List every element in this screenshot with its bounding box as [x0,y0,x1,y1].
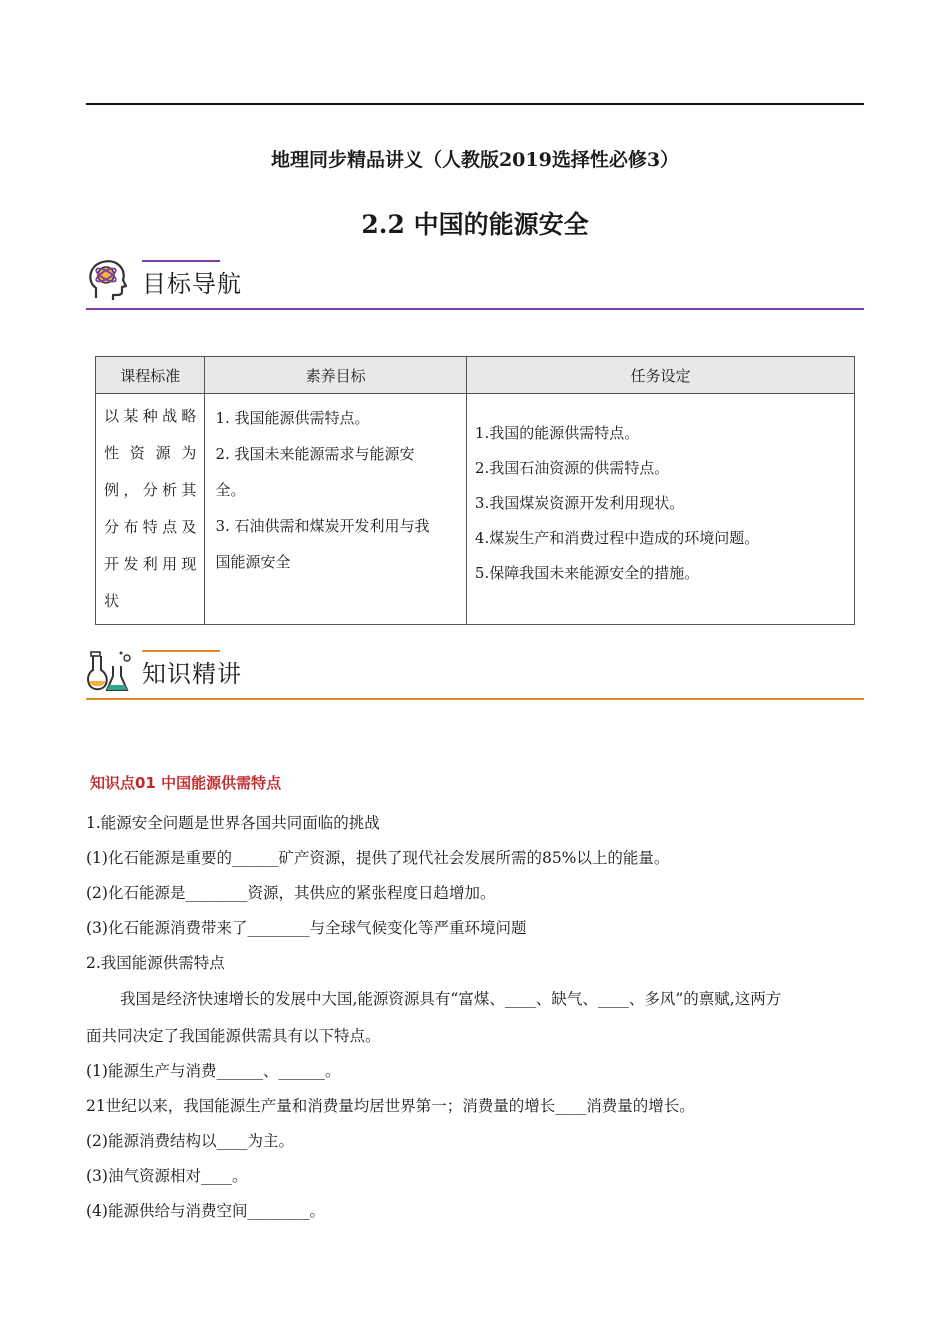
lesson-title: 2.2 中国的能源安全 [361,210,589,239]
header-rule [86,103,864,105]
standard-line: 以某种战略 [104,407,197,425]
standard-line: 分布特点及 [104,518,197,536]
literacy-goal: 3. 石油供需和煤炭开发利用与我 [215,517,430,535]
curriculum-standard-cell [96,394,205,625]
series-title: 地理同步精品讲义（人教版2019选择性必修3） [270,149,680,171]
section-goals-header [86,258,864,310]
section-knowledge-label: 知识精讲 [142,660,242,688]
content-line: (3)化石能源消费带来了________与全球气候变化等严重环境问题 [86,919,527,937]
literacy-goal: 2. 我国未来能源需求与能源安 [215,445,415,463]
task-item: 3.我国煤炭资源开发利用现状。 [474,494,685,512]
task-item: 2.我国石油资源的供需特点。 [474,459,670,477]
head-brain-icon [86,258,132,304]
literacy-goal: 1. 我国能源供需特点。 [215,409,370,427]
task-item: 5.保障我国未来能源安全的措施。 [474,564,700,582]
content-line: (4)能源供给与消费空间________。 [86,1202,325,1220]
content-line: (1)能源生产与消费______、______。 [86,1062,341,1080]
literacy-goal: 全。 [215,481,246,499]
tasks-cell [466,394,854,625]
literacy-goal: 国能源安全 [215,553,291,571]
goals-table [95,356,855,625]
section-goals-label: 目标导航 [142,270,242,298]
content-line: (2)能源消费结构以____为主。 [86,1132,294,1150]
table-header: 任务设定 [466,357,854,394]
table-header: 课程标准 [96,357,205,394]
content-line: 2.我国能源供需特点 [86,954,225,972]
content-line: 1.能源安全问题是世界各国共同面临的挑战 [86,814,380,832]
standard-line: 状 [104,592,120,610]
content-line: 面共同决定了我国能源供需具有以下特点。 [86,1027,381,1045]
table-header: 素养目标 [205,357,466,394]
literacy-goals-cell [205,394,466,625]
lab-flask-icon [86,648,132,694]
standard-line: 性资源为 [104,444,197,462]
task-item: 4.煤炭生产和消费过程中造成的环境问题。 [474,529,760,547]
content-line: (2)化石能源是________资源，其供应的紧张程度日趋增加。 [86,884,496,902]
standard-line: 例，分析其 [104,481,197,499]
knowledge-point-title: 知识点01 中国能源供需特点 [90,774,282,792]
content-line: 21世纪以来，我国能源生产量和消费量均居世界第一；消费量的增长____消费量的增长。 [86,1097,695,1115]
section-knowledge-header [86,648,864,700]
content-line: (3)油气资源相对____。 [86,1167,248,1185]
standard-line: 开发利用现 [104,555,197,573]
content-line: 我国是经济快速增长的发展中大国,能源资源具有“富煤、____、缺气、____、多风”的禀赋,这两方 [120,990,782,1008]
task-item: 1.我国的能源供需特点。 [474,424,640,442]
content-line: (1)化石能源是重要的______矿产资源，提供了现代社会发展所需的85%以上的能量。 [86,849,670,867]
